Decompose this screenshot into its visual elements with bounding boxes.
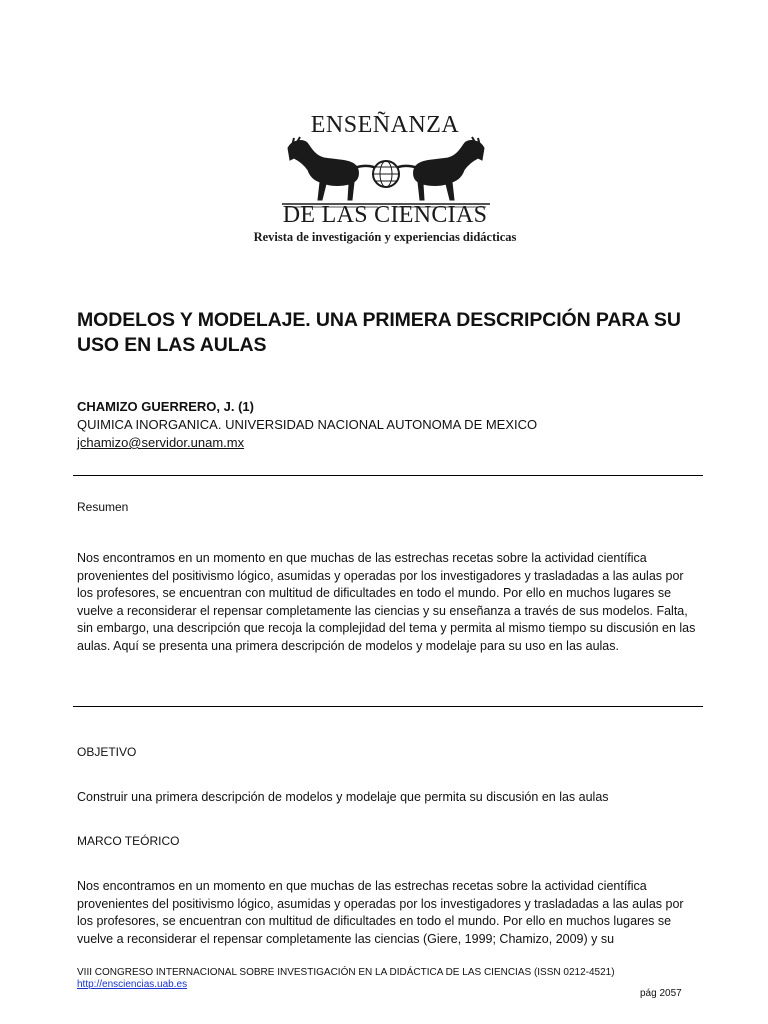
masthead-title-bottom: DE LAS CIENCIAS <box>282 202 488 228</box>
author-email-link[interactable]: jchamizo@servidor.unam.mx <box>77 435 245 450</box>
divider-top <box>73 475 703 476</box>
page-number: pág 2057 <box>640 988 682 999</box>
masthead-title-top: ENSEÑANZA <box>310 112 460 138</box>
footer-conference: VIII CONGRESO INTERNACIONAL SOBRE INVESTIGACIÓN EN LA DIDÁCTICA DE LAS CIENCIAS (ISSN 0212-4521) <box>77 967 615 978</box>
globe-icon <box>373 161 399 187</box>
marco-teorico-heading: MARCO TEÓRICO <box>77 834 180 848</box>
page-footer <box>77 967 615 991</box>
objetivo-heading: OBJETIVO <box>77 745 137 759</box>
divider-bottom <box>73 706 703 707</box>
marco-teorico-paragraph: Nos encontramos en un momento en que muchas de las estrechas recetas sobre la actividad científica provenientes del positivismo lógico, asumidas y operadas por los investigadores y trasladadas a las aulas por los profesores, se encuentran con multitud de dificultades en todo el mundo. Por ello en muchos lugares se vuelve a reconsiderar el repensar completamente las ciencias (Giere, 1999; Chamizo, 2009) y su <box>77 879 684 946</box>
masthead-subtitle: Revista de investigación y experiencias didácticas <box>253 230 517 244</box>
horses-globe-illustration <box>282 134 490 210</box>
resumen-paragraph: Nos encontramos en un momento en que muchas de las estrechas recetas sobre la actividad científica provenientes del positivismo lógico, asumidas y operadas por los investigadores y trasladadas a las aulas por los profesores, se encuentran con multitud de dificultades en todo el mundo. Por ello en muchos lugares se vuelve a reconsiderar el repensar completamente las ciencias y su enseñanza a través de sus modelos. Falta, sin embargo, una descripción que recoja la complejidad del tema y permita al mismo tiempo su discusión en las aulas. Aquí se presenta una primera descripción de modelos y modelaje para su uso en las aulas. <box>77 551 696 653</box>
resumen-heading: Resumen <box>77 500 129 514</box>
footer-website-link[interactable]: http://ensciencias.uab.es <box>77 979 188 990</box>
author-affiliation: QUIMICA INORGANICA. UNIVERSIDAD NACIONAL AUTONOMA DE MEXICO <box>77 417 538 432</box>
right-horse-icon <box>414 141 485 200</box>
left-horse-icon <box>288 141 359 200</box>
author-name: CHAMIZO GUERRERO, J. (1) <box>77 399 254 414</box>
journal-masthead <box>250 108 520 248</box>
objetivo-paragraph: Construir una primera descripción de modelos y modelaje que permita su discusión en las aulas <box>77 790 609 804</box>
article-title: MODELOS Y MODELAJE. UNA PRIMERA DESCRIPCIÓN PARA SU USO EN LAS AULAS <box>77 309 681 356</box>
